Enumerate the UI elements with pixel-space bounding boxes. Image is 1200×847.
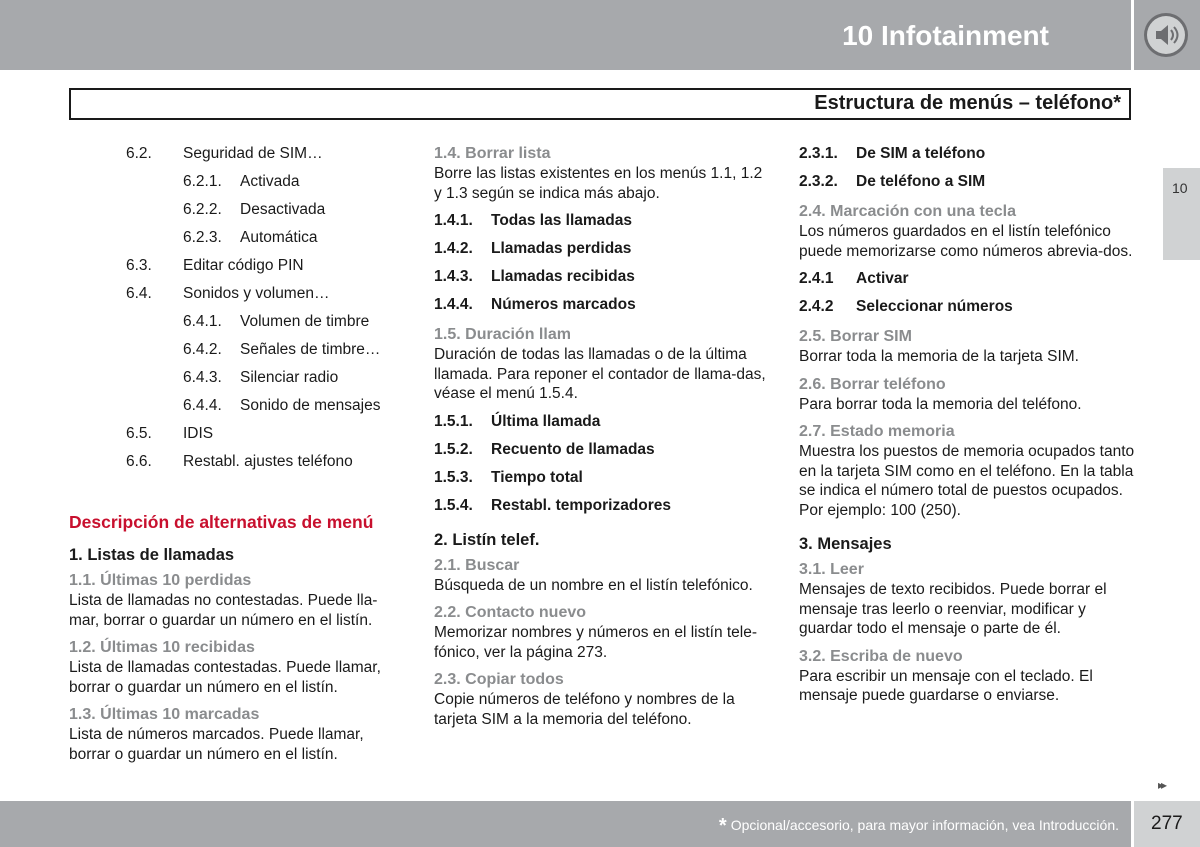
toc-label: Sonidos y volumen… xyxy=(183,285,330,302)
option-label: De teléfono a SIM xyxy=(856,173,986,190)
text-1-5: Duración de todas las llamadas o de la última llamada. Para reponer el contador de llama-das, véase el menú 1.5.4. xyxy=(434,346,766,402)
toc-label: Automática xyxy=(240,229,318,246)
toc-item xyxy=(69,340,399,368)
option-item xyxy=(434,239,769,267)
option-number: 2.3.2. xyxy=(799,173,838,190)
subheading-2-6: 2.6. Borrar teléfono xyxy=(799,375,946,393)
toc-item xyxy=(69,284,399,312)
subheading-1-1: 1.1. Últimas 10 perdidas xyxy=(69,572,252,589)
toc-item xyxy=(69,396,399,424)
toc-label: Activada xyxy=(240,173,300,190)
subheading-2-2: 2.2. Contacto nuevo xyxy=(434,604,587,621)
section-title-box xyxy=(69,88,1131,120)
subheading-2-7: 2.7. Estado memoria xyxy=(799,423,955,440)
option-label: Última llamada xyxy=(491,412,601,430)
description-heading: Descripción de alternativas de menú xyxy=(69,512,374,532)
option-label: Seleccionar números xyxy=(856,298,1013,315)
toc-label: Editar código PIN xyxy=(183,257,304,274)
subheading-1-2: 1.2. Últimas 10 recibidas xyxy=(69,639,255,656)
option-item xyxy=(434,295,769,323)
toc-item xyxy=(69,228,399,256)
heading-listin: 2. Listín telef. xyxy=(434,530,540,549)
option-label: Todas las llamadas xyxy=(491,212,632,229)
column-1 xyxy=(69,144,399,764)
toc-number: 6.2.2. xyxy=(183,201,222,218)
option-item xyxy=(434,412,769,440)
heading-mensajes: 3. Mensajes xyxy=(799,535,892,553)
option-label: Llamadas recibidas xyxy=(491,268,635,285)
text-1-4: Borre las listas existentes en los menús 1.1, 1.2 y 1.3 según se indica más abajo. xyxy=(434,165,763,202)
option-number: 1.5.1. xyxy=(434,412,473,430)
option-item xyxy=(799,144,1139,172)
subheading-1-3: 1.3. Últimas 10 marcadas xyxy=(69,706,260,723)
toc-label: Silenciar radio xyxy=(240,369,339,386)
page-number: 277 xyxy=(1151,813,1183,834)
toc-label: Seguridad de SIM… xyxy=(183,145,323,162)
subheading-1-4: 1.4. Borrar lista xyxy=(434,145,551,162)
footnote-star: * xyxy=(718,815,727,837)
option-number: 1.5.4. xyxy=(434,496,473,514)
toc-item xyxy=(69,256,399,284)
option-item xyxy=(434,211,769,239)
toc-item xyxy=(69,424,399,452)
toc-number: 6.2.1. xyxy=(183,173,222,190)
option-label: Activar xyxy=(856,270,909,287)
option-number: 2.4.2 xyxy=(799,298,834,315)
side-tab-label: 10 xyxy=(1172,180,1188,196)
chapter-title: 10 Infotainment xyxy=(842,20,1049,51)
menu-toc xyxy=(69,144,399,480)
option-number: 1.5.2. xyxy=(434,440,473,458)
toc-number: 6.5. xyxy=(126,425,152,442)
option-number: 1.5.3. xyxy=(434,468,473,486)
text-1-2: Lista de llamadas contestadas. Puede llamar, borrar o guardar un número en el listín. xyxy=(69,659,381,696)
footnote-text: Opcional/accesorio, para mayor información, vea Introducción. xyxy=(730,817,1119,833)
option-item xyxy=(434,267,769,295)
toc-number: 6.4. xyxy=(126,285,152,302)
toc-number: 6.2.3. xyxy=(183,229,222,246)
option-item xyxy=(434,496,769,524)
toc-label: IDIS xyxy=(183,425,214,442)
option-label: Restabl. temporizadores xyxy=(491,496,672,514)
text-1-3: Lista de números marcados. Puede llamar, borrar o guardar un número en el listín. xyxy=(69,726,364,763)
toc-number: 6.4.1. xyxy=(183,313,222,330)
text-2-2: Memorizar nombres y números en el listín tele-fónico, ver la página 273. xyxy=(434,624,758,661)
text-2-1: Búsqueda de un nombre en el listín telefónico. xyxy=(434,576,753,594)
subheading-3-2: 3.2. Escriba de nuevo xyxy=(799,647,963,665)
toc-number: 6.4.2. xyxy=(183,341,222,358)
option-label: De SIM a teléfono xyxy=(856,145,986,162)
toc-item xyxy=(69,452,399,480)
toc-item xyxy=(69,144,399,172)
subheading-2-1: 2.1. Buscar xyxy=(434,556,520,574)
text-2-6: Para borrar toda la memoria del teléfono. xyxy=(799,395,1082,413)
option-number: 1.4.3. xyxy=(434,268,473,285)
page-number-box xyxy=(1131,801,1200,847)
options-2-4 xyxy=(799,269,1139,325)
subheading-2-4: 2.4. Marcación con una tecla xyxy=(799,203,1016,220)
option-number: 2.4.1 xyxy=(799,270,834,287)
text-2-5: Borrar toda la memoria de la tarjeta SIM. xyxy=(799,348,1079,365)
text-2-4: Los números guardados en el listín telefónico puede memorizarse como números abrevia-dos. xyxy=(799,223,1133,260)
option-number: 1.4.2. xyxy=(434,240,473,257)
text-1-1: Lista de llamadas no contestadas. Puede lla-mar, borrar o guardar un número en el listín. xyxy=(69,592,378,629)
toc-item xyxy=(69,200,399,228)
double-arrow-right-icon[interactable]: ▸▸ xyxy=(1158,778,1165,792)
toc-label: Volumen de timbre xyxy=(240,313,370,330)
text-2-7: Muestra los puestos de memoria ocupados tanto en la tarjeta SIM como en el teléfono. En la tabla se indica el número total de puestos ocupados. Por ejemplo: 100 (250). xyxy=(799,443,1135,519)
toc-label: Restabl. ajustes teléfono xyxy=(183,453,353,470)
subheading-1-5: 1.5. Duración llam xyxy=(434,326,571,343)
toc-item xyxy=(69,172,399,200)
option-item xyxy=(799,172,1139,200)
toc-number: 6.4.3. xyxy=(183,369,222,386)
toc-label: Sonido de mensajes xyxy=(240,397,381,414)
option-item xyxy=(434,440,769,468)
subheading-3-1: 3.1. Leer xyxy=(799,561,864,578)
subheading-2-3: 2.3. Copiar todos xyxy=(434,671,564,688)
option-label: Recuento de llamadas xyxy=(491,440,655,458)
text-2-3: Copie números de teléfono y nombres de la tarjeta SIM a la memoria del teléfono. xyxy=(434,691,735,728)
text-3-2: Para escribir un mensaje con el teclado. El mensaje puede guardarse o enviarse. xyxy=(799,667,1093,704)
option-label: Tiempo total xyxy=(491,468,583,486)
options-1-4 xyxy=(434,211,769,323)
heading-listas: 1. Listas de llamadas xyxy=(69,546,235,564)
toc-number: 6.3. xyxy=(126,257,152,274)
option-number: 2.3.1. xyxy=(799,145,838,162)
text-3-1: Mensajes de texto recibidos. Puede borrar el mensaje tras leerlo o reenviar, modificar y guardar todo el mensaje o parte de él. xyxy=(799,581,1107,637)
option-item xyxy=(799,269,1139,297)
toc-item xyxy=(69,312,399,340)
option-label: Números marcados xyxy=(491,296,636,313)
subheading-2-5: 2.5. Borrar SIM xyxy=(799,328,912,345)
option-item xyxy=(434,468,769,496)
options-2-3 xyxy=(799,144,1139,200)
toc-label: Desactivada xyxy=(240,201,326,218)
section-title: Estructura de menús – teléfono* xyxy=(814,92,1121,114)
toc-label: Señales de timbre… xyxy=(240,341,381,358)
option-number: 1.4.1. xyxy=(434,212,473,229)
option-label: Llamadas perdidas xyxy=(491,240,632,257)
column-2 xyxy=(434,144,769,729)
speaker-icon xyxy=(1144,13,1188,57)
header-band xyxy=(0,0,1131,70)
toc-number: 6.4.4. xyxy=(183,397,222,414)
toc-number: 6.2. xyxy=(126,145,152,162)
option-item xyxy=(799,297,1139,325)
footer-band xyxy=(0,801,1131,847)
footer-note xyxy=(719,815,1119,838)
chapter-icon-box xyxy=(1131,0,1200,70)
column-3 xyxy=(799,144,1139,706)
option-number: 1.4.4. xyxy=(434,296,473,313)
toc-item xyxy=(69,368,399,396)
toc-number: 6.6. xyxy=(126,453,152,470)
chapter-side-tab[interactable] xyxy=(1163,168,1200,260)
options-1-5 xyxy=(434,412,769,524)
